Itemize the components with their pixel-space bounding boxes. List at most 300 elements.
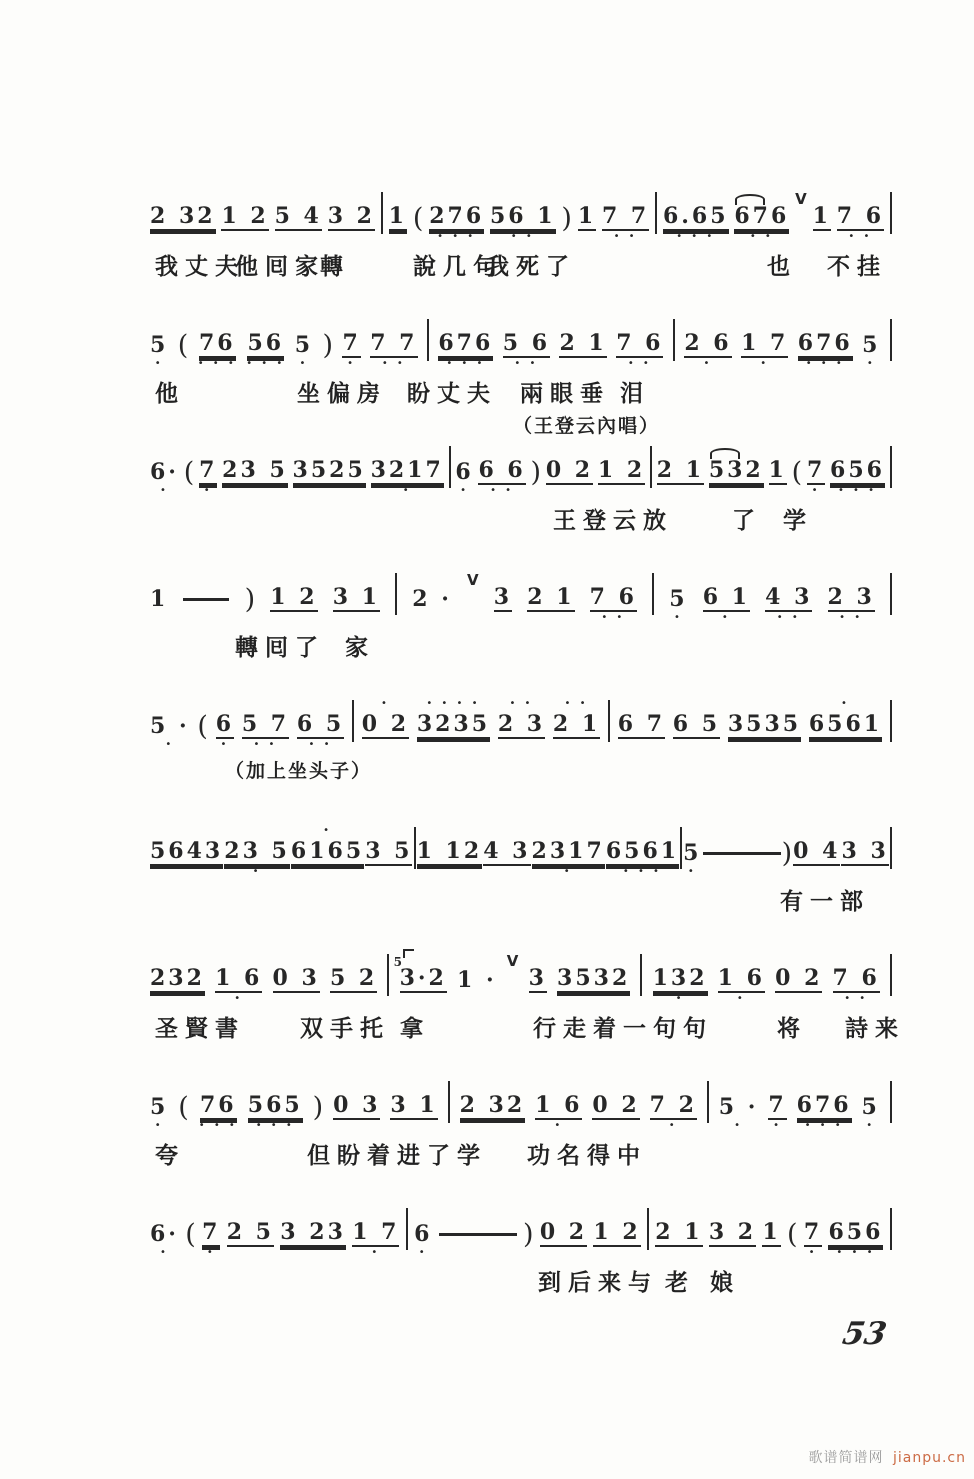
note-token xyxy=(412,573,452,625)
octave-dots-low: • xyxy=(206,1247,216,1258)
breath-mark: V xyxy=(506,952,519,970)
parenthesis: ( xyxy=(787,1219,798,1250)
note-token xyxy=(150,952,205,1006)
octave-dots-low: • • xyxy=(381,358,406,369)
note-digits: 0 2 xyxy=(592,1092,640,1118)
note-token xyxy=(455,446,473,498)
notation-row xyxy=(150,825,892,879)
octave-dots-low: • • • xyxy=(437,231,477,242)
parenthesis: ) xyxy=(322,330,334,361)
note-token xyxy=(616,317,663,371)
lyric-text: 但盼着进了学 xyxy=(307,1143,487,1169)
note-token xyxy=(417,825,483,879)
lyric-text: 不挂 xyxy=(827,254,887,280)
octave-dots-low: • xyxy=(299,358,309,369)
note-digits: 6165 xyxy=(290,838,365,864)
barline xyxy=(890,573,892,615)
lyric-text: 王登云放 xyxy=(553,508,673,534)
note-digits: 5 xyxy=(669,586,688,612)
octave-dots-high: • • xyxy=(509,698,534,709)
note-digits: 1 xyxy=(768,457,787,483)
barline xyxy=(406,1208,408,1250)
note-token xyxy=(429,190,484,244)
lyric-text: 轉 xyxy=(320,254,350,280)
note-token xyxy=(393,952,447,1006)
octave-dots-low: • • • xyxy=(255,1120,295,1131)
lyric-text: 轉囘了 xyxy=(235,635,325,661)
note-token xyxy=(655,1206,702,1260)
duration-dash xyxy=(703,852,781,855)
octave-dots-low: • • xyxy=(844,993,869,1004)
note-digits: 656 xyxy=(828,1219,884,1245)
barline xyxy=(680,827,682,869)
note-token xyxy=(227,1206,274,1260)
note-digits: 7 7 xyxy=(370,330,418,356)
barline xyxy=(890,446,892,488)
note-digits: 6561 xyxy=(605,838,680,864)
note-token xyxy=(273,952,320,1006)
note-token xyxy=(352,1206,399,1260)
note-token xyxy=(457,954,497,1006)
note-token xyxy=(559,317,606,371)
note-digits: 5 xyxy=(862,332,881,358)
octave-dots-low: • xyxy=(402,485,412,496)
note-digits: 5 xyxy=(294,332,314,358)
note-digits: 0 3 xyxy=(272,965,320,991)
parenthesis: ( xyxy=(177,330,189,361)
note-digits: 5 7 xyxy=(241,711,290,737)
score-line xyxy=(150,571,892,698)
barline xyxy=(414,827,416,869)
octave-dots-low: • • xyxy=(749,231,774,242)
lyric-text: 坐偏房 xyxy=(297,381,387,407)
barline xyxy=(650,446,652,488)
octave-dots-low: • • • xyxy=(837,485,878,496)
note-digits: 7 xyxy=(199,457,218,483)
octave-dots-low: • xyxy=(220,739,230,750)
breath-mark: V xyxy=(467,571,479,589)
octave-dots-low: • xyxy=(736,993,746,1004)
octave-dots-low: • • xyxy=(613,231,638,242)
note-token xyxy=(553,698,600,752)
note-digits: 56 xyxy=(247,330,285,356)
lyric-text: 了 xyxy=(732,508,762,534)
note-token xyxy=(837,190,884,244)
note-token xyxy=(540,1206,587,1260)
note-digits: 6 7 xyxy=(617,711,666,737)
note-digits: 3 2 xyxy=(327,203,375,229)
lyric-text: 泪 xyxy=(620,381,650,407)
note-token xyxy=(503,317,550,371)
note-token xyxy=(417,698,490,752)
note-digits: 3 2 xyxy=(708,1219,757,1245)
note-digits: 7 6 xyxy=(589,584,637,610)
octave-dots-low: • xyxy=(160,1247,169,1258)
note-digits: 5 6 xyxy=(502,330,551,356)
parenthesis: ( xyxy=(185,1219,196,1250)
barline xyxy=(652,573,654,615)
note-digits: 2 3 xyxy=(827,584,875,610)
parenthesis: ) xyxy=(312,1092,324,1123)
note-digits: 2317 xyxy=(531,838,605,864)
octave-dots-low: • • • xyxy=(804,1120,844,1131)
note-digits: 5 xyxy=(683,840,702,866)
octave-dots-low: • • • xyxy=(197,358,237,369)
note-digits: 56 1 xyxy=(489,203,556,229)
note-digits: 1 6 xyxy=(535,1092,583,1118)
note-digits: 4 3 xyxy=(483,838,531,864)
note-digits: 7 xyxy=(202,1219,221,1245)
note-digits: 0 2 xyxy=(361,711,410,737)
note-token xyxy=(150,1208,179,1260)
note-digits: 1 2 xyxy=(593,1219,641,1245)
score-line xyxy=(150,317,892,444)
site-url: jianpu.cn xyxy=(892,1450,966,1466)
octave-dots-low: • xyxy=(563,866,573,877)
note-token xyxy=(150,190,216,244)
lyric-text: 我丈夫 xyxy=(155,254,245,280)
parenthesis: ) xyxy=(244,584,256,615)
note-token xyxy=(598,444,645,498)
octave-dots-low: • • xyxy=(627,358,652,369)
note-token xyxy=(557,952,630,1006)
note-digits: 3 xyxy=(528,965,547,991)
note-digits: 5 xyxy=(150,332,169,358)
note-token xyxy=(734,190,789,244)
note-digits: 76 xyxy=(198,330,236,356)
note-token xyxy=(224,825,290,879)
note-token xyxy=(199,1079,238,1133)
barline xyxy=(448,1081,450,1123)
barline xyxy=(449,446,451,488)
note-token xyxy=(275,190,322,244)
note-token xyxy=(602,190,649,244)
note-token xyxy=(333,571,380,625)
note-digits: 3525 xyxy=(292,457,366,483)
parenthesis: ) xyxy=(522,1219,534,1250)
score-line xyxy=(150,952,905,1079)
note-token xyxy=(813,190,831,244)
note-token xyxy=(618,698,665,752)
note-digits: 3 5 xyxy=(365,838,413,864)
note-digits: 6 xyxy=(215,711,235,737)
note-token xyxy=(798,317,853,371)
note-digits: 0 4 xyxy=(793,838,841,864)
barline xyxy=(640,954,642,996)
note-token xyxy=(765,571,812,625)
octave-dots-low: • • xyxy=(601,612,626,623)
note-digits: 2 1 xyxy=(527,584,575,610)
note-token xyxy=(333,1079,380,1133)
note-token xyxy=(295,319,313,371)
lyric-text: 也 xyxy=(767,254,797,280)
notation-row xyxy=(150,1206,892,1260)
note-token xyxy=(293,444,366,498)
octave-dots-low: • xyxy=(721,612,731,623)
note-digits: 0 2 xyxy=(545,457,594,483)
barline xyxy=(890,319,892,361)
octave-dots-low: • • xyxy=(848,231,873,242)
note-token xyxy=(490,190,556,244)
parenthesis: ( xyxy=(412,203,424,234)
note-digits: 4 3 xyxy=(765,584,813,610)
octave-dots-low: • xyxy=(675,993,685,1004)
note-digits: 1 12 xyxy=(416,838,483,864)
octave-dots-low: • • xyxy=(308,739,333,750)
note-token xyxy=(370,317,417,371)
note-digits: 3 1 xyxy=(332,584,380,610)
octave-dots-low: • • xyxy=(490,485,515,496)
note-token xyxy=(606,825,679,879)
barline xyxy=(890,700,892,742)
note-digits: 0 2 xyxy=(775,965,823,991)
note-digits: 276 xyxy=(429,203,485,229)
octave-dots-low: • xyxy=(347,358,357,369)
note-digits: 676 xyxy=(796,1092,852,1118)
note-token xyxy=(793,825,840,879)
note-token xyxy=(297,698,344,752)
watermark xyxy=(809,1447,966,1467)
note-token xyxy=(460,1079,526,1133)
stage-annotation: （王登云內唱） xyxy=(513,415,661,437)
note-digits: 2 32 xyxy=(459,1092,526,1118)
note-token xyxy=(673,698,720,752)
note-token xyxy=(741,317,788,371)
notation-row xyxy=(150,190,892,244)
note-digits: 676 xyxy=(734,203,790,229)
note-token xyxy=(762,1206,780,1260)
barline xyxy=(890,1208,892,1250)
octave-dots-low: • xyxy=(160,485,169,496)
notation-row xyxy=(150,1079,892,1133)
note-digits: 6 xyxy=(455,459,474,485)
note-digits: 3·2 5 xyxy=(400,965,447,993)
note-digits: 3 xyxy=(493,584,513,610)
note-token xyxy=(280,1206,346,1260)
octave-dots-low: • xyxy=(203,485,213,496)
note-token xyxy=(709,444,764,498)
octave-dots-low: • xyxy=(668,1120,678,1131)
octave-dots-high: • xyxy=(323,825,332,836)
note-digits: 6 xyxy=(414,1221,433,1247)
note-token xyxy=(438,317,493,371)
note-token xyxy=(657,444,704,498)
note-token xyxy=(532,825,605,879)
note-digits: 1 6 xyxy=(717,965,765,991)
lyric-text: 将 xyxy=(777,1016,807,1042)
octave-dots-low: • xyxy=(154,1120,164,1131)
octave-dots-low: • • xyxy=(839,612,864,623)
note-digits: 2 · xyxy=(412,586,452,612)
note-digits: 1 2 xyxy=(597,457,646,483)
note-token xyxy=(828,571,875,625)
note-digits: 7 7 xyxy=(601,203,650,229)
octave-dots-low: • xyxy=(703,358,713,369)
note-token xyxy=(389,190,407,244)
note-token xyxy=(150,1081,168,1133)
note-token xyxy=(222,444,288,498)
note-token xyxy=(371,444,444,498)
note-digits: 676 xyxy=(438,330,494,356)
note-digits: 3217 xyxy=(370,457,444,483)
lyric-text: 詩来 xyxy=(845,1016,905,1042)
octave-dots-low: • xyxy=(687,866,697,877)
note-token xyxy=(653,952,708,1006)
note-token xyxy=(199,444,217,498)
note-token xyxy=(797,1079,852,1133)
note-digits: 1 xyxy=(812,203,831,229)
barline xyxy=(395,573,397,615)
note-token xyxy=(862,319,880,371)
note-token xyxy=(494,571,512,625)
octave-dots-low: • xyxy=(760,358,770,369)
note-digits: 2 5 xyxy=(226,1219,274,1245)
note-token xyxy=(202,1206,220,1260)
note-token xyxy=(841,825,888,879)
note-digits: 7 xyxy=(768,1092,787,1118)
lyric-text: 他 xyxy=(155,381,185,407)
lyric-text: 他囘家 xyxy=(235,254,325,280)
lyric-text: 兩眼垂 xyxy=(520,381,610,407)
note-token xyxy=(365,825,412,879)
notation-row xyxy=(150,952,892,1006)
note-digits: 1 7 xyxy=(741,330,789,356)
score-line xyxy=(150,825,892,952)
note-token xyxy=(529,952,547,1006)
note-digits: 6· xyxy=(150,459,179,485)
duration-dash xyxy=(439,1233,517,1236)
octave-dots-low: • xyxy=(811,485,821,496)
parenthesis: ) xyxy=(561,203,572,234)
score-line xyxy=(150,190,892,317)
lyric-text: 行走着一句句 xyxy=(533,1016,713,1042)
note-token xyxy=(150,573,168,625)
note-digits: 6 6 xyxy=(478,457,526,483)
note-digits: 1 2 xyxy=(221,203,269,229)
score-line xyxy=(150,698,892,825)
lyric-text: 夸 xyxy=(155,1143,185,1169)
note-token xyxy=(546,444,593,498)
note-digits: 5 xyxy=(861,1094,880,1120)
parenthesis: ) xyxy=(781,838,793,869)
octave-dots-low: • xyxy=(773,1120,782,1131)
note-token xyxy=(248,1079,303,1133)
note-token xyxy=(592,1079,639,1133)
note-digits: 3 23 xyxy=(280,1219,346,1245)
octave-dots-low: • xyxy=(371,1247,381,1258)
octave-dots-low: • xyxy=(554,1120,564,1131)
note-digits: 3 1 xyxy=(390,1092,438,1118)
note-digits: 7 6 xyxy=(616,330,664,356)
octave-dots-high: • xyxy=(380,698,390,709)
barline xyxy=(707,1081,709,1123)
note-token xyxy=(216,698,234,752)
octave-dots-low: • xyxy=(165,739,175,750)
lyric-text: （加上坐头子） xyxy=(225,760,373,782)
note-token xyxy=(719,1081,759,1133)
note-digits: 1 2 xyxy=(270,584,318,610)
note-digits: 23 5 xyxy=(224,838,290,864)
note-token xyxy=(807,444,825,498)
octave-dots-low: • • • xyxy=(836,1247,876,1258)
note-token xyxy=(535,1079,582,1133)
note-digits: 6· xyxy=(150,1221,179,1247)
grace-note: 5 xyxy=(394,949,414,975)
note-digits: 6 5 xyxy=(672,711,721,737)
barline xyxy=(647,1208,649,1250)
note-digits: 3532 xyxy=(557,965,631,991)
note-digits: 0 3 xyxy=(333,1092,381,1118)
note-digits: 3235 xyxy=(416,711,491,737)
lyric-text: 娘 xyxy=(710,1270,740,1296)
note-token xyxy=(769,444,787,498)
note-token xyxy=(478,444,525,498)
octave-dots-low: • • • xyxy=(246,358,286,369)
score-line xyxy=(150,1079,892,1206)
note-digits: 3 3 xyxy=(841,838,889,864)
parenthesis: ( xyxy=(183,457,195,488)
barline xyxy=(655,192,657,234)
note-token xyxy=(804,1206,822,1260)
note-digits: 5 · xyxy=(718,1094,759,1120)
note-token xyxy=(650,1079,697,1133)
note-token xyxy=(291,825,364,879)
barline xyxy=(352,700,354,742)
lyric-text: 学 xyxy=(783,508,813,534)
note-digits: 5 xyxy=(150,1094,169,1120)
score-line xyxy=(150,1206,892,1333)
note-token xyxy=(414,1208,432,1260)
note-digits: 1 xyxy=(577,203,597,229)
barline xyxy=(890,827,892,869)
note-digits: 5 4 xyxy=(274,203,322,229)
lyric-text: 拿 xyxy=(400,1016,430,1042)
lyric-text: 功名得中 xyxy=(527,1143,647,1169)
note-token xyxy=(198,317,237,371)
barline xyxy=(381,192,383,234)
note-digits: 1 xyxy=(150,586,169,612)
octave-dots-low: • • xyxy=(510,231,535,242)
note-digits: 2 6 xyxy=(684,330,732,356)
octave-dots-low: • xyxy=(418,1247,428,1258)
octave-dots-high: • • xyxy=(564,698,589,709)
note-token xyxy=(215,952,262,1006)
notation-row xyxy=(150,571,892,625)
note-digits: 232 xyxy=(150,965,205,991)
parenthesis: ( xyxy=(178,1092,189,1123)
lyric-text: 到后来与 xyxy=(538,1270,658,1296)
note-digits: 6 1 xyxy=(702,584,750,610)
page-number: 53 xyxy=(839,1316,890,1352)
note-token xyxy=(709,1206,756,1260)
note-digits: 676 xyxy=(797,330,853,356)
note-digits: 7 xyxy=(803,1219,823,1245)
note-digits: 1 xyxy=(388,203,407,229)
note-token xyxy=(862,1081,880,1133)
note-digits: 76 xyxy=(199,1092,237,1118)
note-digits: 2 1 xyxy=(559,330,607,356)
octave-dots-low: • xyxy=(460,485,469,496)
octave-dots-low: • xyxy=(673,612,683,623)
note-token xyxy=(809,698,882,752)
note-token xyxy=(663,190,729,244)
parenthesis: ) xyxy=(530,457,542,488)
note-digits: 532 xyxy=(708,457,764,483)
note-token xyxy=(684,317,731,371)
lyric-text: 我死了 xyxy=(486,254,576,280)
octave-dots-high: • • • • xyxy=(426,698,481,709)
note-digits: 7 6 xyxy=(832,965,880,991)
